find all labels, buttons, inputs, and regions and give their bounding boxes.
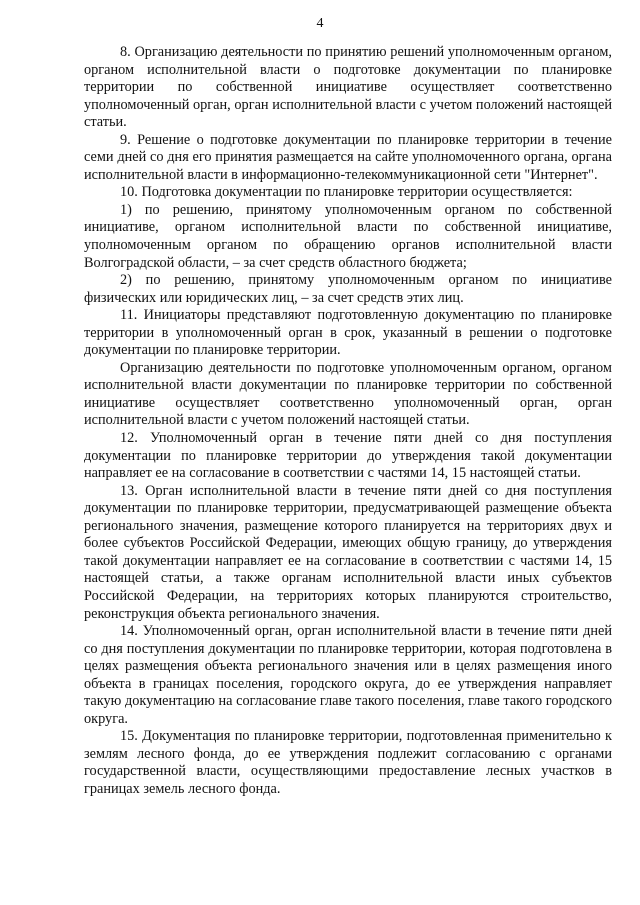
paragraph-10: 10. Подготовка документации по планировке территории осуществляется:: [120, 184, 573, 201]
paragraph-8: 8. Организацию деятельности по принятию решений уполномоченным органом, органом исполнительной власти о подготовке документации по планировке территории по собственной инициативе осуществляет соответственно уполномоченный орган, орган исполнительной власти с учетом положений настоящей статьи.: [84, 44, 612, 131]
paragraph-9: 9. Решение о подготовке документации по планировке территории в течение семи дней со дня его принятия размещается на сайте уполномоченного органа, органа исполнительной власти в информационно-телекоммуникационной сети "Интернет".: [84, 131, 612, 183]
paragraph-13: 13. Орган исполнительной власти в течение пяти дней со дня поступления документации по планировке территории, предусматривающей размещение объекта регионального значения, размещение которого планируется на территориях двух и более субъектов Российской Федерации, имеющих общую границу, до утверждения такой документации направляет ее на согласование в соответствии с частями 14, 15 настоящей статьи, а также органам исполнительной власти иных субъектов Российской Федерации, на территориях которых планируются строительство, реконструкция объекта регионального значения.: [84, 482, 612, 622]
document-body: [84, 44, 612, 799]
paragraph-11-organization: Организацию деятельности по подготовке уполномоченным органом, органом исполнительной власти документации по планировке территории по собственной инициативе осуществляет соответственно уполномоченный орган, орган исполнительной власти с учетом положений настоящей статьи.: [84, 359, 612, 429]
paragraph-10-item-2: 2) по решению, принятому уполномоченным органом по инициативе физических или юридических лиц, – за счет средств этих лиц.: [84, 272, 612, 306]
paragraph-14: 14. Уполномоченный орган, орган исполнительной власти в течение пяти дней со дня поступления документации по планировке территории, которая подготовлена в целях размещения объекта регионального значения или в целях размещения иного объекта в границах поселения, городского округа, до ее утверждения направляет такую документацию на согласование главе такого поселения, главе такого городского округа.: [84, 623, 612, 727]
paragraph-15: 15. Документация по планировке территории, подготовленная применительно к землям лесного фонда, до ее утверждения подлежит согласованию с органами государственной власти, осуществляющими предоставление лесных участков в границах земель лесного фонда.: [84, 728, 612, 797]
paragraph-11: 11. Инициаторы представляют подготовленную документацию по планировке территории в уполномоченный орган в срок, указанный в решении о подготовке документации по планировке территории.: [84, 307, 612, 359]
paragraph-12: 12. Уполномоченный орган в течение пяти дней со дня поступления документации по планировке территории до утверждения такой документации направляет ее на согласование в соответствии с частями 14, 15 настоящей статьи.: [84, 430, 612, 482]
page-number: 4: [316, 16, 324, 31]
paragraph-10-item-1: 1) по решению, принятому уполномоченным органом по собственной инициативе, органом исполнительной власти по собственной инициативе, уполномоченным органом по обращению органов исполнительной власти Волгоградской области, – за счет средств областного бюджета;: [84, 201, 612, 271]
